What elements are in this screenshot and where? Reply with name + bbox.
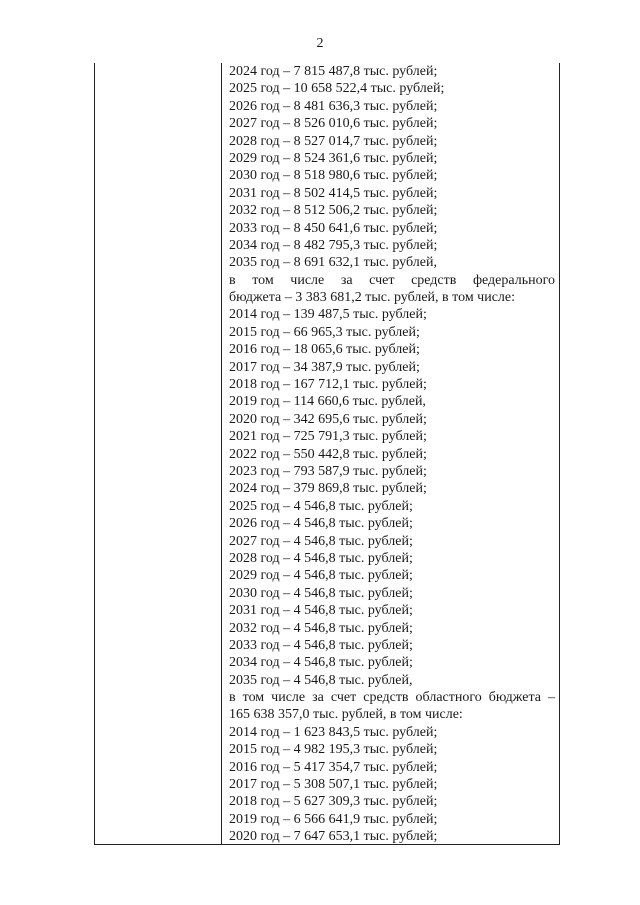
funding-year-line: 2028 год – 8 527 014,7 тыс. рублей; bbox=[229, 133, 438, 149]
federal-funding-by-year bbox=[229, 306, 555, 689]
funding-year-line: 2026 год – 4 546,8 тыс. рублей; bbox=[229, 516, 413, 532]
funding-year-line: 2014 год – 1 623 843,5 тыс. рублей; bbox=[229, 724, 438, 740]
funding-year-line: 2020 год – 342 695,6 тыс. рублей; bbox=[229, 411, 427, 427]
funding-year-line: 2026 год – 8 481 636,3 тыс. рублей; bbox=[229, 98, 438, 114]
funding-year-line: 2032 год – 4 546,8 тыс. рублей; bbox=[229, 620, 413, 636]
funding-year-line: 2018 год – 5 627 309,3 тыс. рублей; bbox=[229, 794, 438, 810]
funding-year-line: 2029 год – 8 524 361,6 тыс. рублей; bbox=[229, 150, 438, 166]
funding-year-line: 2019 год – 6 566 641,9 тыс. рублей; bbox=[229, 811, 438, 827]
funding-year-line: 2023 год – 793 587,9 тыс. рублей; bbox=[229, 463, 427, 479]
funding-year-line: 2033 год – 4 546,8 тыс. рублей; bbox=[229, 637, 413, 653]
funding-year-line: 2027 год – 8 526 010,6 тыс. рублей; bbox=[229, 116, 438, 132]
funding-year-line: 2033 год – 8 450 641,6 тыс. рублей; bbox=[229, 220, 438, 236]
funding-year-line: 2017 год – 5 308 507,1 тыс. рублей; bbox=[229, 777, 438, 793]
funding-year-line: 2015 год – 66 965,3 тыс. рублей; bbox=[229, 324, 420, 340]
page-number: 2 bbox=[316, 36, 324, 51]
funding-year-line: 2028 год – 4 546,8 тыс. рублей; bbox=[229, 550, 413, 566]
funding-text-cell bbox=[229, 63, 555, 846]
funding-year-line: 2019 год – 114 660,6 тыс. рублей, bbox=[229, 394, 426, 410]
funding-year-line: 2025 год – 10 658 522,4 тыс. рублей; bbox=[229, 81, 445, 97]
regional-budget-heading-line-2: 165 638 357,0 тыс. рублей, в том числе: bbox=[229, 707, 463, 723]
funding-year-line: 2025 год – 4 546,8 тыс. рублей; bbox=[229, 498, 413, 514]
funding-year-line: 2032 год – 8 512 506,2 тыс. рублей; bbox=[229, 203, 438, 219]
funding-year-line: 2015 год – 4 982 195,3 тыс. рублей; bbox=[229, 742, 438, 758]
funding-year-line: 2018 год – 167 712,1 тыс. рублей; bbox=[229, 377, 427, 393]
total-funding-by-year bbox=[229, 63, 555, 272]
federal-budget-heading-line-2: бюджета – 3 383 681,2 тыс. рублей, в том числе: bbox=[229, 290, 516, 306]
funding-year-line: 2016 год – 18 065,6 тыс. рублей; bbox=[229, 342, 420, 358]
regional-budget-heading-line-1: в том числе за счет средств областного бюджета – bbox=[229, 690, 555, 706]
funding-year-line: 2017 год – 34 387,9 тыс. рублей; bbox=[229, 359, 420, 375]
funding-year-line: 2034 год – 8 482 795,3 тыс. рублей; bbox=[229, 237, 438, 253]
funding-year-line: 2035 год – 8 691 632,1 тыс. рублей, bbox=[229, 255, 437, 271]
funding-year-line: 2029 год – 4 546,8 тыс. рублей; bbox=[229, 568, 413, 584]
funding-year-line: 2020 год – 7 647 653,1 тыс. рублей; bbox=[229, 829, 438, 845]
funding-year-line: 2016 год – 5 417 354,7 тыс. рублей; bbox=[229, 759, 438, 775]
column-divider bbox=[221, 63, 222, 844]
funding-year-line: 2024 год – 379 869,8 тыс. рублей; bbox=[229, 481, 427, 497]
funding-year-line: 2035 год – 4 546,8 тыс. рублей, bbox=[229, 672, 413, 688]
funding-year-line: 2014 год – 139 487,5 тыс. рублей; bbox=[229, 307, 427, 323]
regional-funding-by-year bbox=[229, 724, 555, 846]
funding-year-line: 2022 год – 550 442,8 тыс. рублей; bbox=[229, 446, 427, 462]
funding-year-line: 2021 год – 725 791,3 тыс. рублей; bbox=[229, 429, 427, 445]
funding-year-line: 2030 год – 4 546,8 тыс. рублей; bbox=[229, 585, 413, 601]
funding-year-line: 2027 год – 4 546,8 тыс. рублей; bbox=[229, 533, 413, 549]
funding-year-line: 2034 год – 4 546,8 тыс. рублей; bbox=[229, 655, 413, 671]
funding-year-line: 2031 год – 4 546,8 тыс. рублей; bbox=[229, 603, 413, 619]
funding-year-line: 2030 год – 8 518 980,6 тыс. рублей; bbox=[229, 168, 438, 184]
funding-year-line: 2024 год – 7 815 487,8 тыс. рублей; bbox=[229, 64, 438, 79]
federal-budget-heading-line-1: в том числе за счет средств федерального bbox=[229, 272, 555, 288]
funding-year-line: 2031 год – 8 502 414,5 тыс. рублей; bbox=[229, 185, 438, 201]
